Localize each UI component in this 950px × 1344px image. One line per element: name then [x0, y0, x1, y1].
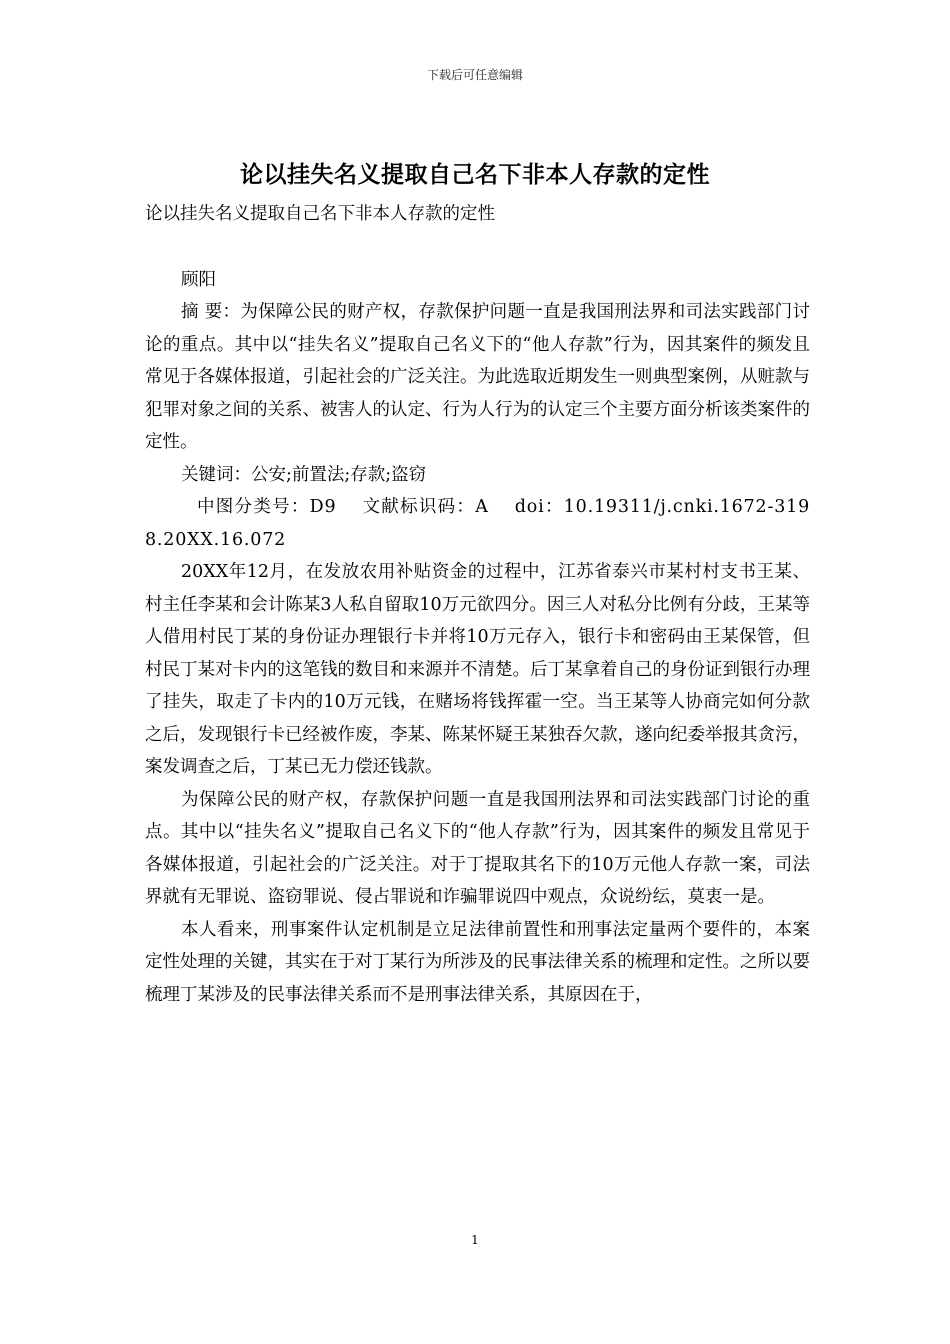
classification-line: 中图分类号：D9 文献标识码：A doi：10.19311/j.cnki.1672-3198.20XX.16.072 [145, 497, 810, 550]
document-subtitle: 论以挂失名义提取自己名下非本人存款的定性 [145, 204, 495, 224]
body-paragraph-2: 为保障公民的财产权，存款保护问题一直是我国刑法界和司法实践部门讨论的重点。其中以“挂失名义”提取自己名义下的“他人存款”行为，因其案件的频发且常见于各媒体报道，引起社会的广泛关注。对于丁提取其名下的10万元他人存款一案，司法界就有无罪说、盗窃罪说、侵占罪说和诈骗罪说四中观点，众说纷纭，莫衷一是。 [145, 789, 810, 907]
document-title: 论以挂失名义提取自己名下非本人存款的定性 [240, 162, 710, 188]
header-note: 下载后可任意编辑 [426, 68, 523, 82]
keywords-line: 关键词：公安;前置法;存款;盗窃 [181, 464, 427, 485]
body-paragraph-3: 本人看来，刑事案件认定机制是立足法律前置性和刑事法定量两个要件的，本案定性处理的关键，其实在于对丁某行为所涉及的民事法律关系的梳理和定性。之所以要梳理丁某涉及的民事法律关系而不是刑事法律关系，其原因在于， [145, 919, 810, 1005]
abstract-paragraph: 摘 要：为保障公民的财产权，存款保护问题一直是我国刑法界和司法实践部门讨论的重点。其中以“挂失名义”提取自己名义下的“他人存款”行为，因其案件的频发且常见于各媒体报道，引起社会的广泛关注。为此选取近期发生一则典型案例，从赃款与犯罪对象之间的关系、被害人的认定、行为人行为的认定三个主要方面分析该类案件的定性。 [145, 302, 810, 452]
body-paragraph-1: 20XX年12月，在发放农用补贴资金的过程中，江苏省泰兴市某村村支书王某、村主任李某和会计陈某3人私自留取10万元欲四分。因三人对私分比例有分歧，王某等人借用村民丁某的身份证办理银行卡并将10万元存入，银行卡和密码由王某保管，但村民丁某对卡内的这笔钱的数目和来源并不清楚。后丁某拿着自己的身份证到银行办理了挂失，取走了卡内的10万元钱，在赌场将钱挥霍一空。当王某等人协商完如何分款之后，发现银行卡已经被作废，李某、陈某怀疑王某独吞欠款，遂向纪委举报其贪污，案发调查之后，丁某已无力偿还钱款。 [145, 562, 810, 777]
author-name: 顾阳 [181, 269, 216, 290]
page-number: 1 [471, 1233, 479, 1247]
document-body [145, 198, 810, 1011]
